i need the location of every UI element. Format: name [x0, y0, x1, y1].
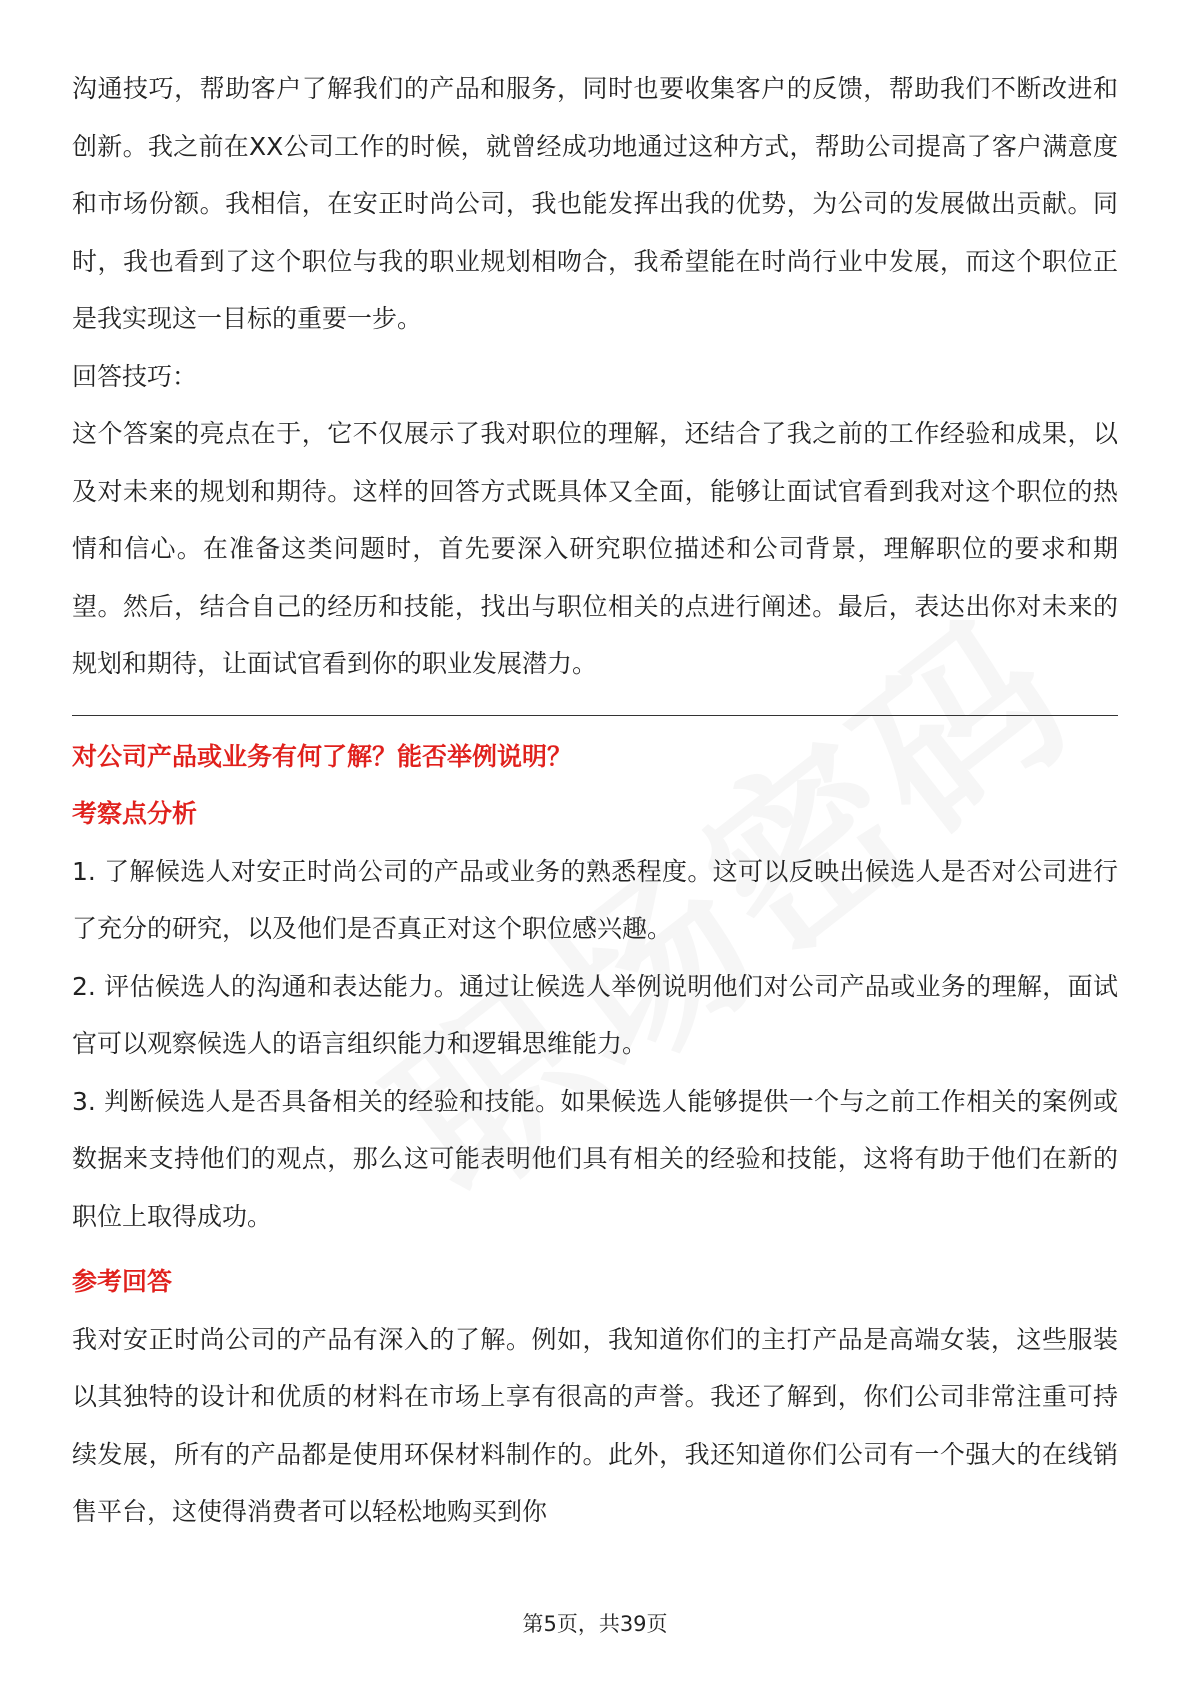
intro-paragraph: 沟通技巧，帮助客户了解我们的产品和服务，同时也要收集客户的反馈，帮助我们不断改进和创新。我之前在XX公司工作的时候，就曾经成功地通过这种方式，帮助公司提高了客户满意度和市场份额。我相信，在安正时尚公司，我也能发挥出我的优势，为公司的发展做出贡献。同时，我也看到了这个职位与我的职业规划相吻合，我希望能在时尚行业中发展，而这个职位正是我实现这一目标的重要一步。 [72, 74, 1118, 333]
reference-paragraph: 我对安正时尚公司的产品有深入的了解。例如，我知道你们的主打产品是高端女装，这些服装以其独特的设计和优质的材料在市场上享有很高的声誉。我还了解到，你们公司非常注重可持续发展，所有的产品都是使用环保材料制作的。此外，我还知道你们公司有一个强大的在线销售平台，这使得消费者可以轻松地购买到你 [72, 1324, 1118, 1526]
analysis-item-3: 3. 判断候选人是否具备相关的经验和技能。如果候选人能够提供一个与之前工作相关的案例或数据来支持他们的观点，那么这可能表明他们具有相关的经验和技能，这将有助于他们在新的职位上取得成功。 [72, 1086, 1118, 1231]
analysis-item-1: 1. 了解候选人对安正时尚公司的产品或业务的熟悉程度。这可以反映出候选人是否对公司进行了充分的研究，以及他们是否真正对这个职位感兴趣。 [72, 856, 1118, 943]
tips-paragraph: 这个答案的亮点在于，它不仅展示了我对职位的理解，还结合了我之前的工作经验和成果，以及对未来的规划和期待。这样的回答方式既具体又全面，能够让面试官看到我对这个职位的热情和信心。在准备这类问题时，首先要深入研究职位描述和公司背景，理解职位的要求和期望。然后，结合自己的经历和技能，找出与职位相关的点进行阐述。最后，表达出你对未来的规划和期待，让面试官看到你的职业发展潜力。 [72, 419, 1118, 678]
tips-label: 回答技巧： [72, 361, 198, 391]
section-divider [72, 715, 1118, 716]
analysis-item-2: 2. 评估候选人的沟通和表达能力。通过让候选人举例说明他们对公司产品或业务的理解，面试官可以观察候选人的语言组织能力和逻辑思维能力。 [72, 971, 1118, 1058]
page-number: 第5页，共39页 [522, 1612, 668, 1636]
reference-heading: 参考回答 [72, 1267, 173, 1296]
question-title: 对公司产品或业务有何了解？能否举例说明？ [72, 741, 573, 771]
spacer [72, 1245, 1118, 1253]
analysis-heading: 考察点分析 [72, 799, 198, 828]
page-content [72, 60, 1118, 1541]
